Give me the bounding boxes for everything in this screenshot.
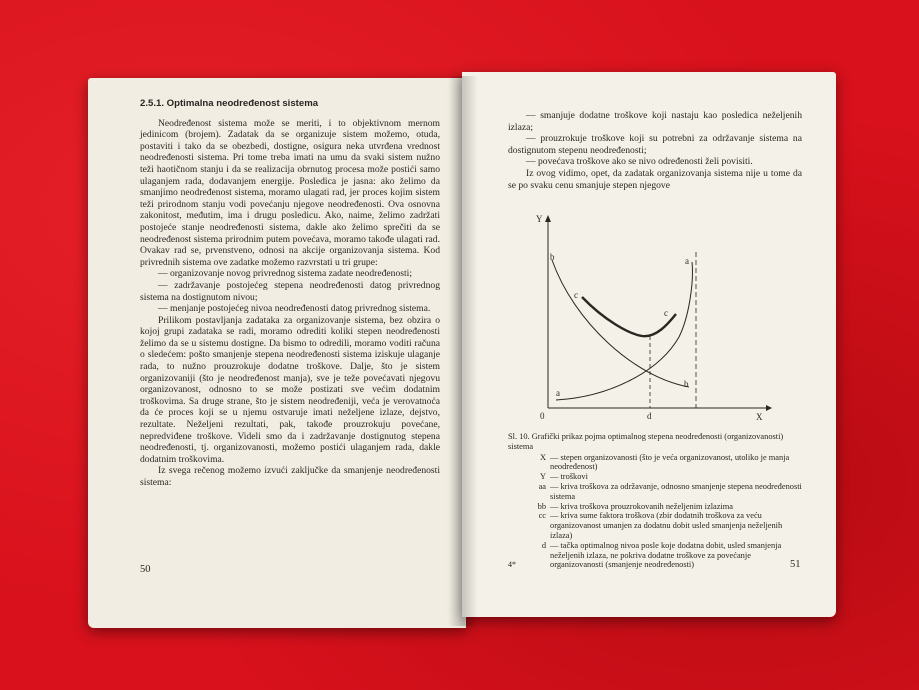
- left-page: [88, 78, 466, 628]
- definition-key: X: [539, 452, 546, 462]
- definition-key: bb: [537, 501, 546, 511]
- curve-c-label-left: c: [574, 290, 578, 300]
- page-number-left: 50: [140, 564, 151, 575]
- definition-value: — tačka optimalnog nivoa posle koje dodatna dobit, usled smanjenja neželjenih izlaza, ne pokriva dodatne troškove za povećanje organizovanosti (smanjenje neodređenosti): [550, 540, 782, 570]
- definition-key: aa: [538, 481, 546, 491]
- curve-a-label-high: a: [685, 256, 689, 266]
- list-item: — organizovanje novog privrednog sistema zadate neodređenosti;: [158, 268, 412, 280]
- curve-c-label-right: c: [664, 308, 668, 318]
- list-item: — povećava troškove ako se nivo određenosti želi povisiti.: [526, 156, 753, 168]
- signature-mark: 4*: [508, 560, 516, 569]
- definition-value: — stepen organizovanosti (što je veća organizovanost, utoliko je manja neodređenost): [550, 452, 790, 472]
- origin-label: 0: [540, 411, 545, 420]
- section-heading: 2.5.1. Optimalna neodređenost sistema: [140, 98, 319, 109]
- paragraph: Iz ovog vidimo, opet, da zadatak organizovanja sistema nije u tome da se po svaku cenu smanjuje stepen njegove: [508, 167, 802, 191]
- definition-value: — troškovi: [550, 472, 588, 482]
- definition-row: [508, 541, 804, 570]
- definition-value: — kriva troškova prouzrokovanih neželjenim izlazima: [550, 501, 734, 511]
- curve-aa: [556, 262, 692, 400]
- paragraph: Prilikom postavljanja zadataka za organizovanje sistema, bez obzira o kojoj grupi zadataka se radi, moramo odrediti koliki stepen neodređenosti želimo da se u sistemu dostigne. Da bismo to odredili, moramo voditi računa o sledećem: pošto smanjenje stepena neodređenosti sistema iziskuje ulaganje rada, to nužno prouzrokuje dodatne troškove. Dalje, što je sistem organizovaniji (što je neodređenost manja), sve je teže povećavati njegovu organizovanost, odnosno to se može postizati sve većim dodatnim troškovima. Sa druge strane, što je sistem neodređeniji, veća je verovatnoća da će proces koji se u njemu ostvaruje imati neželjene izlaze, dejstvo, rezultate. Neželjeni rezultati, pak, takođe prouzrokuju povećane, nepredviđene troškove. Videli smo da i zadržavanje dostignutog stepena neodređenosti, tj. organizovanosti, možemo postići ulaganjem rada, dakle dodatnim troškovima.: [140, 314, 440, 465]
- paragraph: Neodređenost sistema može se meriti, i to objektivnom mernom jedinicom (brojem). Zadatak da se organizuje sistem možemo, otuda, postaviti i tako da se obezbedi, dostigne, osigura neka utvrđena vrednost neodređenosti sistema. Pri tome treba imati na umu da svaki sistem nužno teži haotičnom stanju i da se realizacija obrnutog procesa može postići samo ulaganjem rada, dodavanjem energije. Posledica je jasna: ako želimo da smanjimo neodređenost sistema, moramo ulagati rad, jer proces kojim sistem teži prirodnom stanju vodi povećanju njegove neodređenosti. Ova osnovna zakonitost, međutim, ima i drugu posledicu. Ako, naime, želimo zadržati postojeće stanje neodređenosti sistema, dakle ako želimo sprečiti da se neodređenost sistema prirodnim putem povećava, moramo takođe ulagati rad. Ovakav rad se, prvenstveno, odnosi na akcije organizovanja sistema. Kod privrednih sistema ove zadatke možemo razvrstati u tri grupe:: [140, 117, 440, 268]
- figure-caption: [508, 432, 804, 570]
- list-item: — menjanje postojećeg nivoa neodređenosti datog privrednog sistema.: [158, 303, 431, 315]
- point-d-label: d: [647, 411, 652, 420]
- caption-title: Sl. 10. Grafički prikaz pojma optimalnog stepena neodređenosti (organizovanosti) sistema: [508, 432, 784, 451]
- y-axis-arrow: [545, 215, 551, 222]
- x-axis-label: X: [756, 412, 763, 420]
- definition-key: d: [541, 540, 546, 550]
- curve-b-label-low: b: [684, 379, 689, 389]
- definition-row: [508, 502, 804, 512]
- list-item: — zadržavanje postojećeg stepena neodređenosti datog privrednog sistema na dostignutom nivou;: [140, 279, 440, 303]
- definition-value: — kriva sume faktora troškova (zbir dodatnih troškova za veću organizovanost umanjen za dodatnu dobit usled smanjenja neželjenih izlaza): [550, 511, 783, 540]
- y-axis-label: Y: [536, 214, 543, 224]
- right-page: [462, 72, 836, 617]
- definition-key: Y: [539, 472, 546, 482]
- x-axis-arrow: [766, 405, 772, 411]
- paragraph: Iz svega rečenog možemo izvući zaključke da smanjenje neodređenosti sistema:: [140, 465, 440, 488]
- definition-row: [508, 472, 804, 482]
- definition-row: [508, 511, 804, 540]
- left-page-text: [140, 98, 440, 489]
- definition-row: [508, 482, 804, 502]
- list-item: — prouzrokuje troškove koji su potrebni za održavanje sistema na dostignutom stepenu neodređenosti;: [508, 133, 802, 156]
- page-number-right: 51: [790, 559, 801, 570]
- curve-a-label-low: a: [556, 388, 560, 398]
- definition-row: [508, 453, 804, 473]
- curve-b-label-high: b: [550, 252, 555, 262]
- right-page-text: [508, 110, 802, 191]
- list-item: — smanjuje dodatne troškove koji nastaju kao posledica neželjenih izlaza;: [508, 110, 802, 133]
- curve-cc: [582, 297, 676, 336]
- definition-key: cc: [538, 511, 546, 521]
- cost-curve-diagram: [534, 212, 774, 420]
- definition-value: — kriva troškova za održavanje, odnosno smanjenje stepena neodređenosti sistema: [550, 481, 802, 501]
